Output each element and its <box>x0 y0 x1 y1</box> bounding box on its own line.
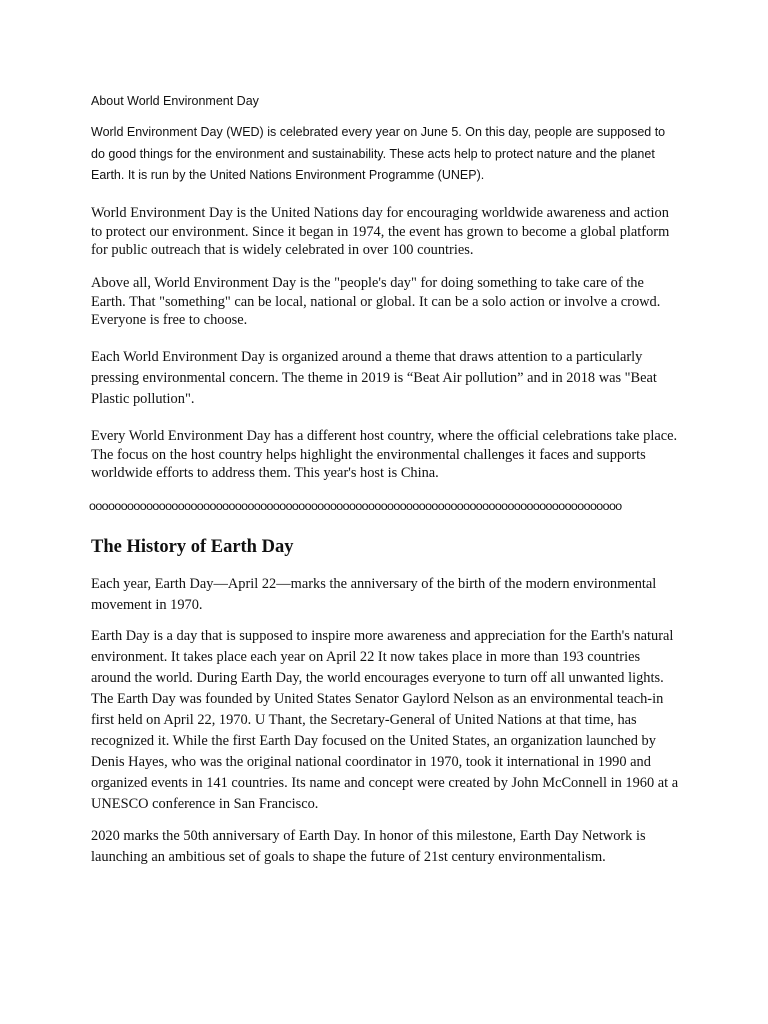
wed-intro-paragraph: World Environment Day (WED) is celebrated every year on June 5. On this day, people are supposed to do good things for the environment and sustainability. These acts help to protect nature and the planet Earth. It is run by the United Nations Environment Programme (UNEP). <box>91 125 666 182</box>
wed-paragraph-awareness: World Environment Day is the United Nations day for encouraging worldwide awareness and action to protect our environment. Since it began in 1974, the event has grown to become a global platform for public outreach that is widely celebrated in over 100 countries. <box>91 205 670 258</box>
wed-paragraph-host-country: Every World Environment Day has a different host country, where the official celebrations take place. The focus on the host country helps highlight the environmental challenges it faces and supports worldwide efforts to address them. This year's host is China. <box>91 428 678 481</box>
history-paragraph-origins: Earth Day is a day that is supposed to inspire more awareness and appreciation for the Earth's natural environment. It takes place each year on April 22 It now takes place in more than 193 countries around the world. During Earth Day, the world encourages everyone to turn off all unwanted lights. The Earth Day was founded by United States Senator Gaylord Nelson as an environmental teach-in first held on April 22, 1970. U Thant, the Secretary-General of United Nations at that time, has recognized it. While the first Earth Day focused on the United States, an organization launched by Denis Hayes, who was the original national coordinator in 1970, took it international in 1990 and organized events in 141 countries. Its name and concept were created by John McConnell in 1960 at a UNESCO conference in San Francisco. <box>91 628 679 812</box>
history-paragraph-50th: 2020 marks the 50th anniversary of Earth Day. In honor of this milestone, Earth Day Network is launching an ambitious set of goals to shape the future of 21st century environmentalism. <box>91 828 646 865</box>
history-paragraph-anniversary: Each year, Earth Day—April 22—marks the anniversary of the birth of the modern environmental movement in 1970. <box>91 576 657 613</box>
wed-paragraph-theme: Each World Environment Day is organized around a theme that draws attention to a particularly pressing environmental concern. The theme in 2019 is “Beat Air pollution” and in 2018 was "Beat Plastic pollution". <box>91 349 657 407</box>
history-heading: The History of Earth Day <box>91 537 294 557</box>
about-heading: About World Environment Day <box>91 94 259 108</box>
o-divider-line: oooooooooooooooooooooooooooooooooooooooooooooooooooooooooooooooooooooooooooooooooooo <box>89 499 622 513</box>
wed-paragraph-peoples-day: Above all, World Environment Day is the "people's day" for doing something to take care of the Earth. That "something" can be local, national or global. It can be a solo action or involve a crowd. Everyone is free to choose. <box>91 275 661 328</box>
